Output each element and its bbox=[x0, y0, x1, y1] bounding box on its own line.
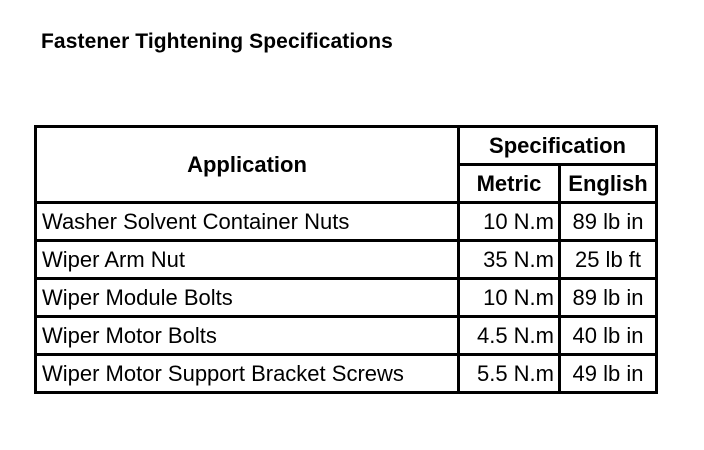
table-row bbox=[36, 279, 657, 317]
table-row bbox=[36, 317, 657, 355]
metric-value-cell: 4.5 N.m bbox=[459, 317, 560, 355]
table-row bbox=[36, 203, 657, 241]
column-header-metric: Metric bbox=[459, 165, 560, 203]
english-value-cell: 40 lb in bbox=[560, 317, 657, 355]
fastener-spec-table bbox=[34, 125, 658, 394]
table-row bbox=[36, 241, 657, 279]
english-value-cell: 25 lb ft bbox=[560, 241, 657, 279]
english-value-cell: 89 lb in bbox=[560, 279, 657, 317]
application-cell: Wiper Module Bolts bbox=[36, 279, 459, 317]
metric-value-cell: 35 N.m bbox=[459, 241, 560, 279]
application-cell: Wiper Motor Support Bracket Screws bbox=[36, 355, 459, 393]
table-row bbox=[36, 355, 657, 393]
application-cell: Washer Solvent Container Nuts bbox=[36, 203, 459, 241]
column-header-specification: Specification bbox=[459, 127, 657, 165]
table-header-row bbox=[36, 127, 657, 165]
english-value-cell: 49 lb in bbox=[560, 355, 657, 393]
page-title: Fastener Tightening Specifications bbox=[41, 30, 393, 53]
application-cell: Wiper Motor Bolts bbox=[36, 317, 459, 355]
application-cell: Wiper Arm Nut bbox=[36, 241, 459, 279]
metric-value-cell: 10 N.m bbox=[459, 279, 560, 317]
metric-value-cell: 5.5 N.m bbox=[459, 355, 560, 393]
english-value-cell: 89 lb in bbox=[560, 203, 657, 241]
column-header-english: English bbox=[560, 165, 657, 203]
metric-value-cell: 10 N.m bbox=[459, 203, 560, 241]
column-header-application: Application bbox=[36, 127, 459, 203]
